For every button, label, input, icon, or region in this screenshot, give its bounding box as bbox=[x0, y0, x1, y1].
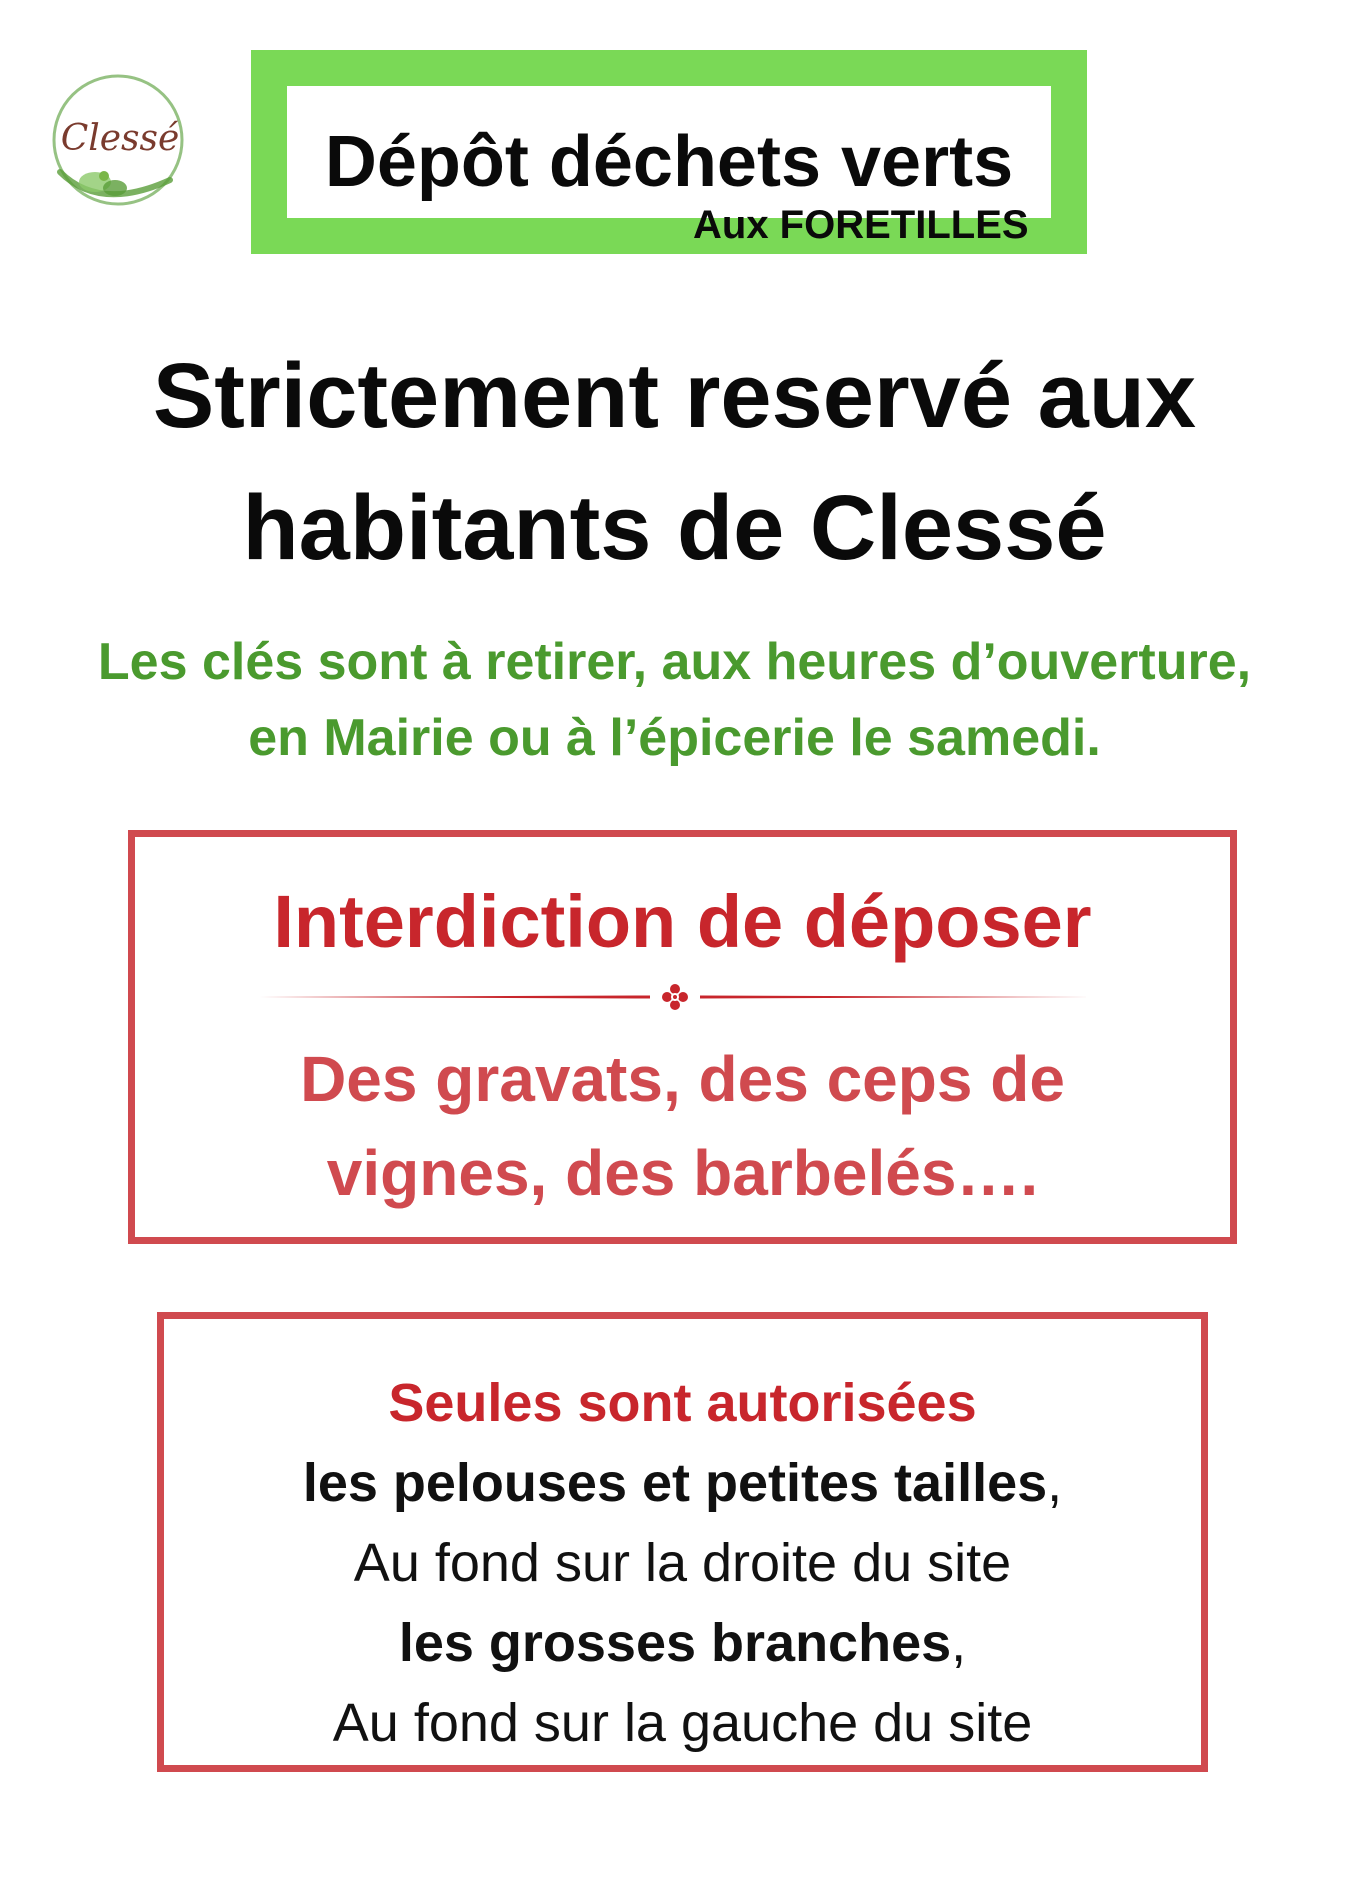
forbidden-line2: vignes, des barbelés…. bbox=[326, 1137, 1039, 1209]
forbidden-title: Interdiction de déposer bbox=[273, 880, 1092, 963]
allowed-item-1-bold: les pelouses et petites tailles bbox=[302, 1453, 1048, 1513]
allowed-item-2 bbox=[164, 1603, 1201, 1683]
allowed-item-1 bbox=[164, 1443, 1201, 1523]
keys-info-line2: en Mairie ou à l’épicerie le samedi. bbox=[248, 709, 1101, 767]
allowed-item-2-location: Au fond sur la gauche du site bbox=[332, 1693, 1033, 1753]
header-title: Dépôt déchets verts bbox=[324, 122, 1014, 202]
allowed-item-2-bold: les grosses branches bbox=[398, 1613, 952, 1673]
keys-info-line1: Les clés sont à retirer, aux heures d’ouverture, bbox=[97, 633, 1252, 691]
allowed-item-2-suffix: , bbox=[951, 1613, 967, 1673]
header-inner-box bbox=[287, 86, 1051, 218]
allowed-box bbox=[157, 1312, 1208, 1772]
main-title-line1: Strictement reservé aux bbox=[152, 345, 1197, 447]
main-title-line2: habitants de Clessé bbox=[242, 477, 1107, 579]
allowed-item-1-location: Au fond sur la droite du site bbox=[353, 1533, 1012, 1593]
allowed-heading: Seules sont autorisées bbox=[388, 1373, 977, 1433]
main-title bbox=[0, 330, 1349, 594]
forbidden-line1: Des gravats, des ceps de bbox=[300, 1043, 1065, 1115]
clesse-logo-icon bbox=[40, 62, 200, 222]
ornament-divider-icon bbox=[260, 982, 1090, 1012]
forbidden-box bbox=[128, 830, 1237, 1244]
logo-text: Clessé bbox=[60, 118, 180, 159]
keys-info bbox=[0, 624, 1349, 776]
allowed-item-1-suffix: , bbox=[1047, 1453, 1063, 1513]
header-subtitle: Aux FORETILLES bbox=[693, 203, 1029, 247]
forbidden-items bbox=[135, 1032, 1230, 1220]
allowed-lines bbox=[164, 1363, 1201, 1763]
